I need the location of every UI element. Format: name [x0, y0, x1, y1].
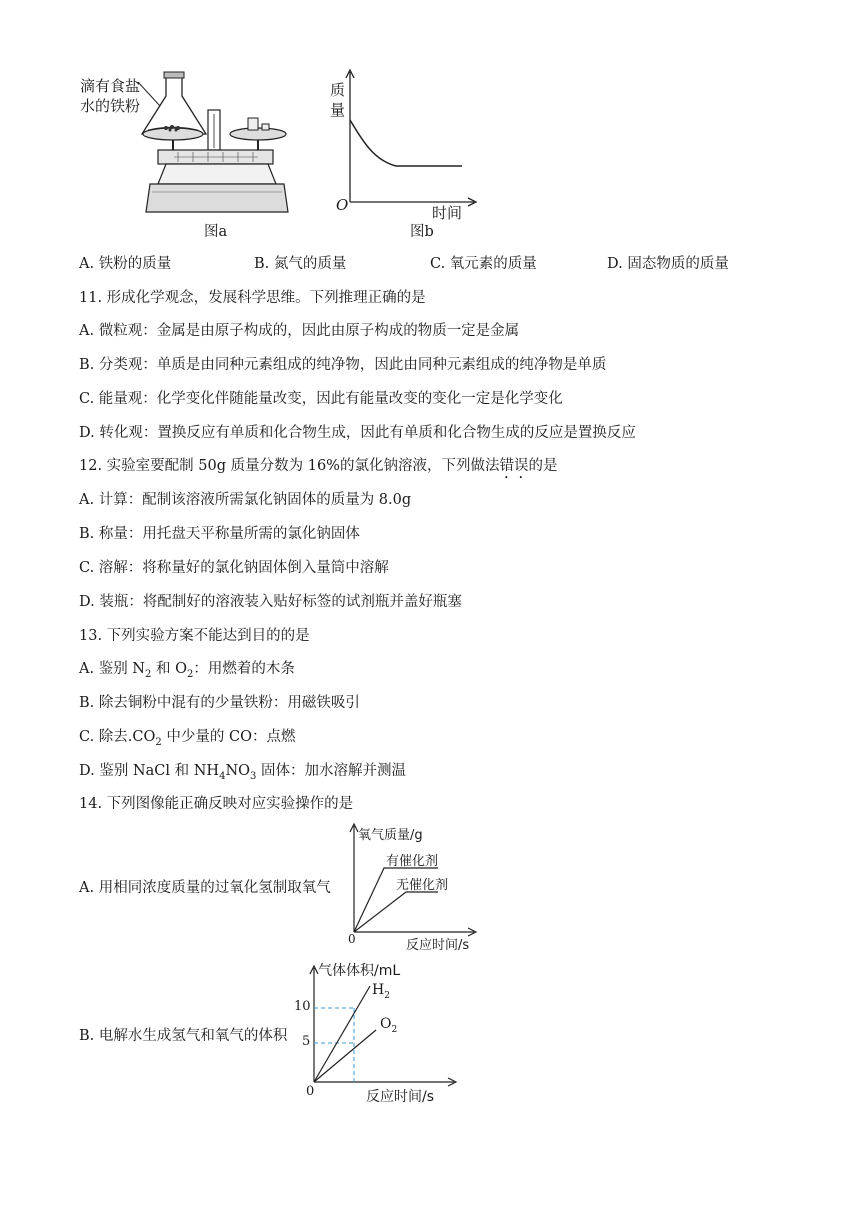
q14-b-xlabel: 反应时间/s — [366, 1089, 435, 1105]
q14-a-chart — [340, 822, 480, 953]
fig-b-origin: O — [336, 196, 349, 214]
q14-b-tick-10: 10 — [294, 999, 311, 1014]
q14-a-ylabel: 氧气质量/g — [358, 828, 423, 843]
q14-b-ylabel: 气体体积/mL — [318, 963, 401, 979]
q10-option-d: D. 固态物质的质量 — [607, 256, 729, 272]
fig-b-caption: 图b — [410, 224, 434, 240]
q14-option-a: A. 用相同浓度质量的过氧化氢制取氧气 — [79, 880, 331, 896]
q14-b-o2-label: $O_2$ — [380, 1016, 398, 1035]
q13-option-d: D. 鉴别 NaCl 和 $NH_4NO_3$ 固体：加水溶解并测温 — [79, 763, 406, 782]
without-catalyst-line — [354, 892, 438, 932]
q10-option-c: C. 氧元素的质量 — [430, 256, 537, 272]
q14-b-h2-label: $H_2$ — [372, 982, 390, 1001]
balance-illustration — [78, 66, 298, 216]
q13-option-c: C. 除去$.CO_2$ 中少量的 CO：点燃 — [79, 729, 296, 748]
q12-option-d: D. 装瓶：将配制好的溶液装入贴好标签的试剂瓶并盖好瓶塞 — [79, 594, 462, 610]
q11-option-a: A. 微粒观：金属是由原子构成的，因此由原子构成的物质一定是金属 — [79, 323, 520, 339]
fig-a-label: 滴有食盐 水的铁粉 — [80, 77, 141, 115]
q13-option-b: B. 除去铜粉中混有的少量铁粉：用磁铁吸引 — [79, 695, 360, 711]
q12-option-c: C. 溶解：将称量好的氯化钠固体倒入量筒中溶解 — [79, 560, 389, 576]
figure-b — [330, 66, 480, 246]
o2-line — [314, 1030, 376, 1082]
fig-b-xlabel: 时间 — [432, 204, 463, 222]
figure-a — [78, 66, 298, 246]
fig-a-caption: 图a — [204, 224, 228, 240]
q14-a-series-1: 有催化剂 — [386, 854, 439, 869]
q10-option-b: B. 氮气的质量 — [254, 256, 347, 272]
q11-option-b: B. 分类观：单质是由同种元素组成的纯净物，因此由同种元素组成的纯净物是单质 — [79, 357, 607, 373]
q12-stem: 12. 实验室要配制 50g 质量分数为 16%的氯化钠溶液，下列做法错误的是 — [79, 458, 558, 474]
q13-stem: 13. 下列实验方案不能达到目的的是 — [79, 628, 310, 644]
q14-b-origin: 0 — [306, 1084, 315, 1099]
q10-option-a: A. 铁粉的质量 — [79, 256, 172, 272]
q11-option-d: D. 转化观：置换反应有单质和化合物生成，因此有单质和化合物生成的反应是置换反应 — [79, 425, 636, 441]
fig-b-ylabel: 质 量 — [330, 81, 346, 119]
q11-option-c: C. 能量观：化学变化伴随能量改变，因此有能量改变的变化一定是化学变化 — [79, 391, 563, 407]
q14-b-tick-5: 5 — [302, 1034, 311, 1049]
q12-emphasis: 错误 — [499, 458, 529, 474]
q14-b-chart — [294, 958, 460, 1108]
q14-option-b: B. 电解水生成氢气和氧气的体积 — [79, 1028, 288, 1044]
q14-a-xlabel: 反应时间/s — [406, 938, 470, 953]
h2-line — [314, 986, 370, 1082]
q12-option-a: A. 计算：配制该溶液所需氯化钠固体的质量为 8.0g — [79, 492, 412, 508]
q14-a-origin: 0 — [348, 932, 356, 946]
q14-stem: 14. 下列图像能正确反映对应实验操作的是 — [79, 796, 354, 812]
q11-stem: 11. 形成化学观念，发展科学思维。下列推理正确的是 — [79, 290, 426, 306]
q14-a-series-2: 无催化剂 — [396, 878, 449, 893]
q13-option-a: A. 鉴别 $N_2$ 和 $O_2$：用燃着的木条 — [79, 661, 295, 680]
q12-option-b: B. 称量：用托盘天平称量所需的氯化钠固体 — [79, 526, 360, 542]
